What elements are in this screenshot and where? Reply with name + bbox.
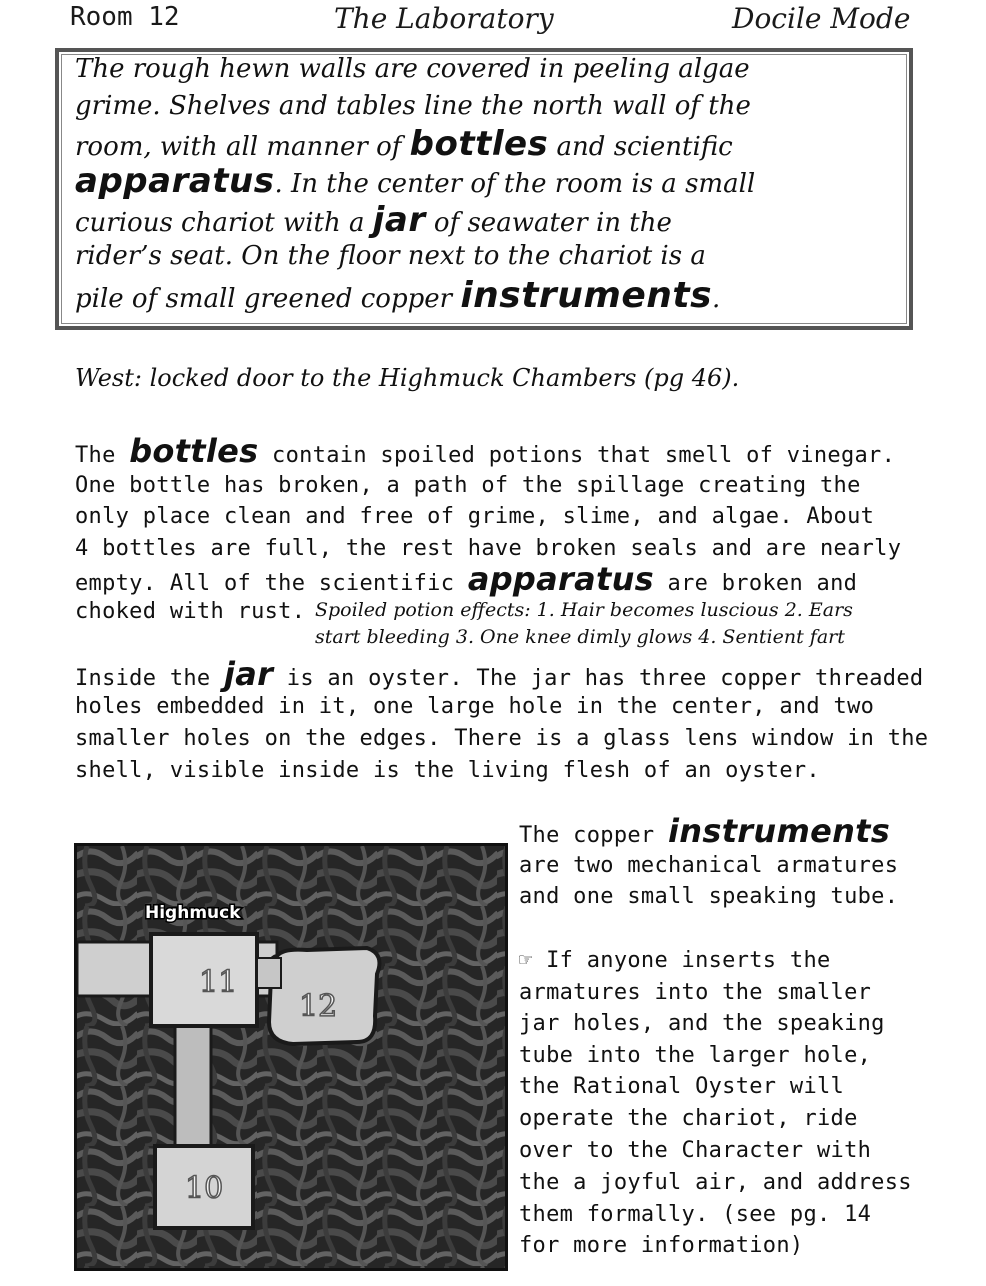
- right-line: for more information): [519, 1233, 804, 1258]
- intro-text: . In the center of the room is a small: [274, 169, 756, 199]
- keyword-instruments: instruments: [460, 275, 713, 316]
- intro-text: curious chariot with a: [75, 208, 373, 238]
- intro-line: [75, 200, 672, 240]
- body-text: The: [75, 443, 130, 468]
- right-line: are two mechanical armatures: [519, 853, 899, 878]
- right-line: jar holes, and the speaking: [519, 1011, 885, 1036]
- body-text: contain spoiled potions that smell of vinegar.: [258, 443, 896, 468]
- intro-text: and scientific: [548, 132, 733, 162]
- right-line: armatures into the smaller: [519, 980, 872, 1005]
- map-illustration: [77, 846, 505, 1268]
- potion-effects-note: Spoiled potion effects: 1. Hair becomes luscious 2. Ears: [315, 599, 853, 621]
- intro-text: pile of small greened copper: [75, 284, 461, 314]
- potion-effects-note: start bleeding 3. One knee dimly glows 4. Sentient fart: [315, 626, 845, 648]
- body-text: are broken and: [654, 571, 858, 596]
- right-line: ☞ If anyone inserts the: [519, 948, 831, 973]
- body-line: holes embedded in it, one large hole in the center, and two: [75, 694, 875, 719]
- body-text: The copper: [519, 823, 668, 848]
- keyword-jar: jar: [224, 655, 274, 693]
- right-line: [519, 812, 890, 850]
- right-line: operate the chariot, ride: [519, 1106, 858, 1131]
- room-number: Room 12: [70, 2, 180, 32]
- body-line: One bottle has broken, a path of the spillage creating the: [75, 473, 861, 498]
- keyword-apparatus: apparatus: [467, 560, 655, 598]
- intro-line: [75, 275, 720, 316]
- body-line: shell, visible inside is the living flesh of an oyster.: [75, 758, 820, 783]
- intro-line: The rough hewn walls are covered in peeling algae: [75, 54, 750, 84]
- right-line: them formally. (see pg. 14: [519, 1202, 872, 1227]
- keyword-bottles: bottles: [129, 432, 259, 470]
- right-line: over to the Character with: [519, 1138, 872, 1163]
- intro-line: grime. Shelves and tables line the north wall of the: [75, 91, 751, 121]
- intro-text: room, with all manner of: [75, 132, 410, 162]
- keyword-bottles: bottles: [409, 124, 549, 164]
- right-line: and one small speaking tube.: [519, 884, 899, 909]
- body-line: choked with rust.: [75, 599, 306, 624]
- intro-line: [75, 124, 733, 164]
- body-line: 4 bottles are full, the rest have broken seals and are nearly: [75, 536, 902, 561]
- map-label: Highmuck: [145, 903, 241, 923]
- room-11-label: 11: [199, 965, 238, 1000]
- body-text: Inside the: [75, 666, 224, 691]
- mode-label: Docile Mode: [732, 2, 911, 35]
- right-line: the a joyful air, and address: [519, 1170, 912, 1195]
- body-line: [75, 560, 857, 598]
- intro-text: .: [712, 284, 721, 314]
- room-12-label: 12: [299, 989, 338, 1024]
- keyword-apparatus: apparatus: [75, 161, 275, 201]
- body-line: [75, 655, 923, 693]
- dungeon-map: [74, 843, 508, 1271]
- intro-text: of seawater in the: [425, 208, 672, 238]
- west-exit: West: locked door to the Highmuck Chambers (pg 46).: [75, 364, 740, 392]
- intro-line: [75, 161, 755, 201]
- intro-line: rider’s seat. On the floor next to the chariot is a: [75, 241, 706, 271]
- right-line: the Rational Oyster will: [519, 1074, 845, 1099]
- body-line: smaller holes on the edges. There is a glass lens window in the: [75, 726, 929, 751]
- right-line: tube into the larger hole,: [519, 1043, 872, 1068]
- body-text: is an oyster. The jar has three copper threaded: [273, 666, 924, 691]
- body-line: only place clean and free of grime, slime, and algae. About: [75, 504, 875, 529]
- keyword-jar: jar: [372, 200, 426, 240]
- body-text: empty. All of the scientific: [75, 571, 468, 596]
- body-line: [75, 432, 895, 470]
- room-10-label: 10: [185, 1171, 224, 1206]
- room-title: The Laboratory: [334, 2, 554, 35]
- keyword-instruments: instruments: [668, 812, 891, 850]
